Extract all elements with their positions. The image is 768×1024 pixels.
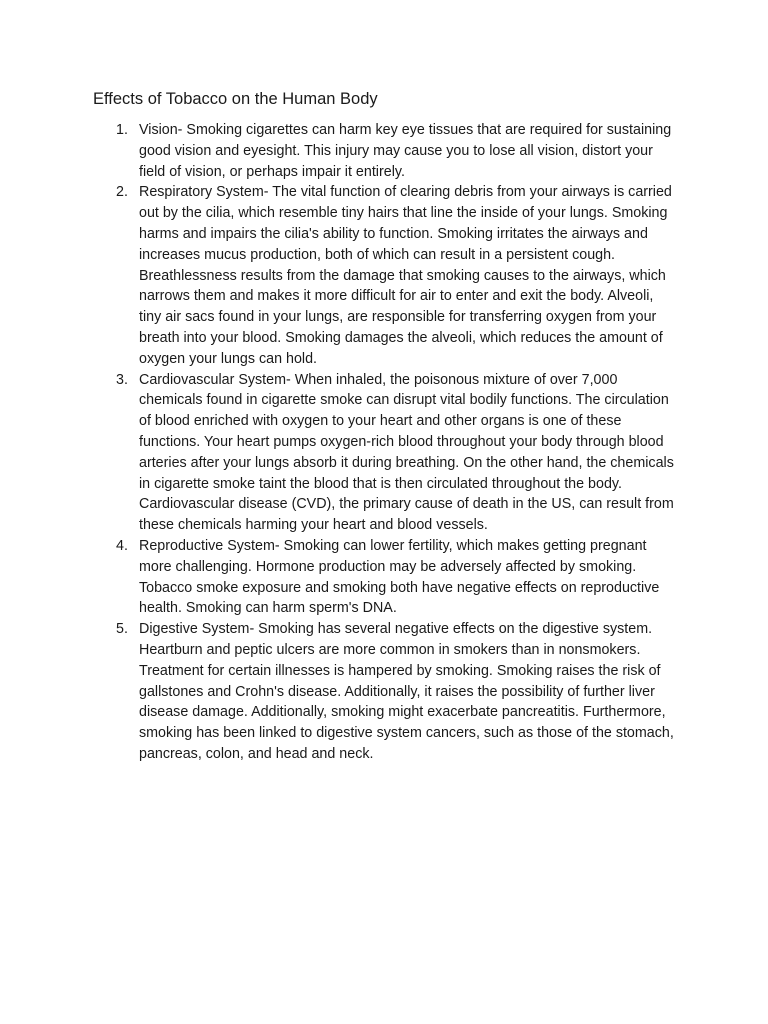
list-item-number: 2. [116, 184, 128, 201]
list-item-text: Respiratory System- The vital function of clearing debris from your airways is carried out by the cilia, which resemble tiny hairs that line the inside of your lungs. Smoking harms and impairs the cilia's ability to function. Smoking irritates the airways and increases mucus production, both of which can result in a persistent cough. Breathlessness results from the damage that smoking causes to the airways, which narrows them and makes it more difficult for air to enter and exit the body. Alveoli, tiny air sacs found in your lungs, are responsible for transferring oxygen from your breath into your blood. Smoking damages the alveoli, which reduces the amount of oxygen your lungs can hold. [139, 184, 672, 367]
list-item-vision [0, 120, 768, 182]
document-title: Effects of Tobacco on the Human Body [93, 90, 378, 108]
list-item-reproductive-system [0, 536, 768, 619]
list-item-number: 4. [116, 537, 128, 554]
list-item-respiratory-system [0, 182, 768, 369]
list-item-text: Reproductive System- Smoking can lower fertility, which makes getting pregnant more challenging. Hormone production may be adversely affected by smoking. Tobacco smoke exposure and smoking both have negative effects on reproductive health. Smoking can harm sperm's DNA. [139, 537, 660, 617]
numbered-list [0, 120, 768, 765]
list-item-text: Cardiovascular System- When inhaled, the poisonous mixture of over 7,000 chemicals found in cigarette smoke can disrupt vital bodily functions. The circulation of blood enriched with oxygen to your heart and other organs is one of these functions. Your heart pumps oxygen-rich blood throughout your body through blood arteries after your lungs absorb it during breathing. On the other hand, the chemicals in cigarette smoke taint the blood that is then circulated throughout the body. Cardiovascular disease (CVD), the primary cause of death in the US, can result from these chemicals harming your heart and blood vessels. [139, 371, 674, 534]
list-item-number: 3. [116, 371, 128, 388]
list-item-text: Digestive System- Smoking has several negative effects on the digestive system. Heartburn and peptic ulcers are more common in smokers than in nonsmokers. Treatment for certain illnesses is hampered by smoking. Smoking raises the risk of gallstones and Crohn's disease. Additionally, it raises the possibility of further liver disease damage. Additionally, smoking might exacerbate pancreatitis. Furthermore, smoking has been linked to digestive system cancers, such as those of the stomach, pancreas, colon, and head and neck. [139, 621, 674, 762]
list-item-digestive-system [0, 619, 768, 765]
list-item-number: 1. [116, 122, 128, 138]
list-item-number: 5. [116, 621, 128, 638]
list-item-cardiovascular-system [0, 370, 768, 536]
list-item-text: Vision- Smoking cigarettes can harm key eye tissues that are required for sustaining good vision and eyesight. This injury may cause you to lose all vision, distort your field of vision, or perhaps impair it entirely. [139, 122, 672, 180]
